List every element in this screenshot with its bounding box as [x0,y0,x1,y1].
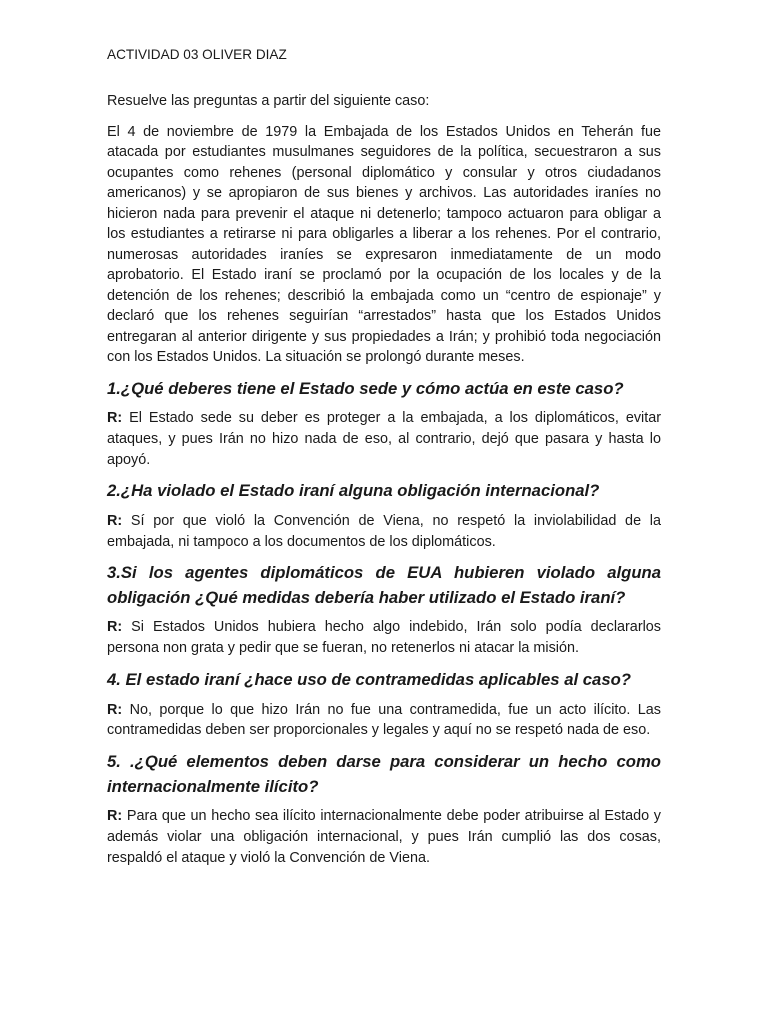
document-header: ACTIVIDAD 03 OLIVER DIAZ [107,47,287,62]
question-3: 3.Si los agentes diplomáticos de EUA hubieren violado alguna obligación ¿Qué medidas debería haber utilizado el Estado iraní? [107,563,661,607]
answer-label: R: [107,701,123,718]
question-4: 4. El estado iraní ¿hace uso de contramedidas aplicables al caso? [107,670,631,690]
question-2: 2.¿Ha violado el Estado iraní alguna obligación internacional? [107,481,600,501]
answer-3 [107,617,661,659]
answer-text: Si Estados Unidos hubiera hecho algo indebido, Irán solo podía declararlos persona non grata y pedir que se fueran, no retenerlos ni atacar la misión. [107,619,662,657]
answer-4 [107,700,661,742]
answer-label: R: [107,410,123,426]
answer-2 [107,511,661,553]
document-page [107,44,661,869]
answer-1 [107,408,661,470]
answer-text: El Estado sede su deber es proteger a la embajada, a los diplomáticos, evitar ataques, y pues Irán no hizo nada de eso, al contrario, dejó que pasara y hasta lo apoyó. [107,410,662,468]
answer-text: Sí por que violó la Convención de Viena, no respetó la inviolabilidad de la embajada, ni tampoco a los documentos de los diplomáticos. [107,512,662,550]
answer-5 [107,806,661,868]
instructions-text: Resuelve las preguntas a partir del siguiente caso: [107,93,430,109]
question-5: 5. .¿Qué elementos deben darse para considerar un hecho como internacionalmente ilícito? [107,752,661,796]
answer-label: R: [107,512,123,529]
qa-section-5 [107,750,661,868]
qa-section-4 [107,668,661,741]
answer-text: Para que un hecho sea ilícito internacionalmente debe poder atribuirse al Estado y además violar una obligación internacional, y pues Irán cumplió las dos cosas, respaldó el ataque y violó la Convención de Viena. [107,808,662,866]
answer-text: No, porque lo que hizo Irán no fue una contramedida, fue un acto ilícito. Las contramedidas deben ser proporcionales y legales y aquí no se respetó nada de eso. [107,701,662,739]
answer-label: R: [107,619,123,636]
qa-section-1 [107,377,661,471]
case-paragraph: El 4 de noviembre de 1979 la Embajada de los Estados Unidos en Teherán fue atacada por estudiantes musulmanes seguidores de la política, secuestraron a sus ocupantes como rehenes (personal diplomático y consular y otros ciudadanos americanos) y se apropiaron de sus bienes y archivos. Las autoridades iraníes no hicieron nada para prevenir el ataque ni detenerlo; tampoco actuaron para obligar a los estudiantes a retirarse ni para obligarles a liberar a los rehenes. Por el contrario, numerosas autoridades iraníes se expresaron inmediatamente de un modo aprobatorio. El Estado iraní se proclamó por la ocupación de los locales y de la detención de los rehenes; describió la embajada como un “centro de espionaje” y declaró que los rehenes seguirían “arrestados” hasta que los Estados Unidos entregaran al anterior dirigente y sus propiedades a Irán; y prohibió toda negociación con los Estados Unidos. La situación se prolongó durante meses. [107,123,661,365]
qa-section-3 [107,561,661,659]
qa-section-2 [107,479,661,552]
answer-label: R: [107,808,123,825]
question-1: 1.¿Qué deberes tiene el Estado sede y cómo actúa en este caso? [107,378,624,398]
